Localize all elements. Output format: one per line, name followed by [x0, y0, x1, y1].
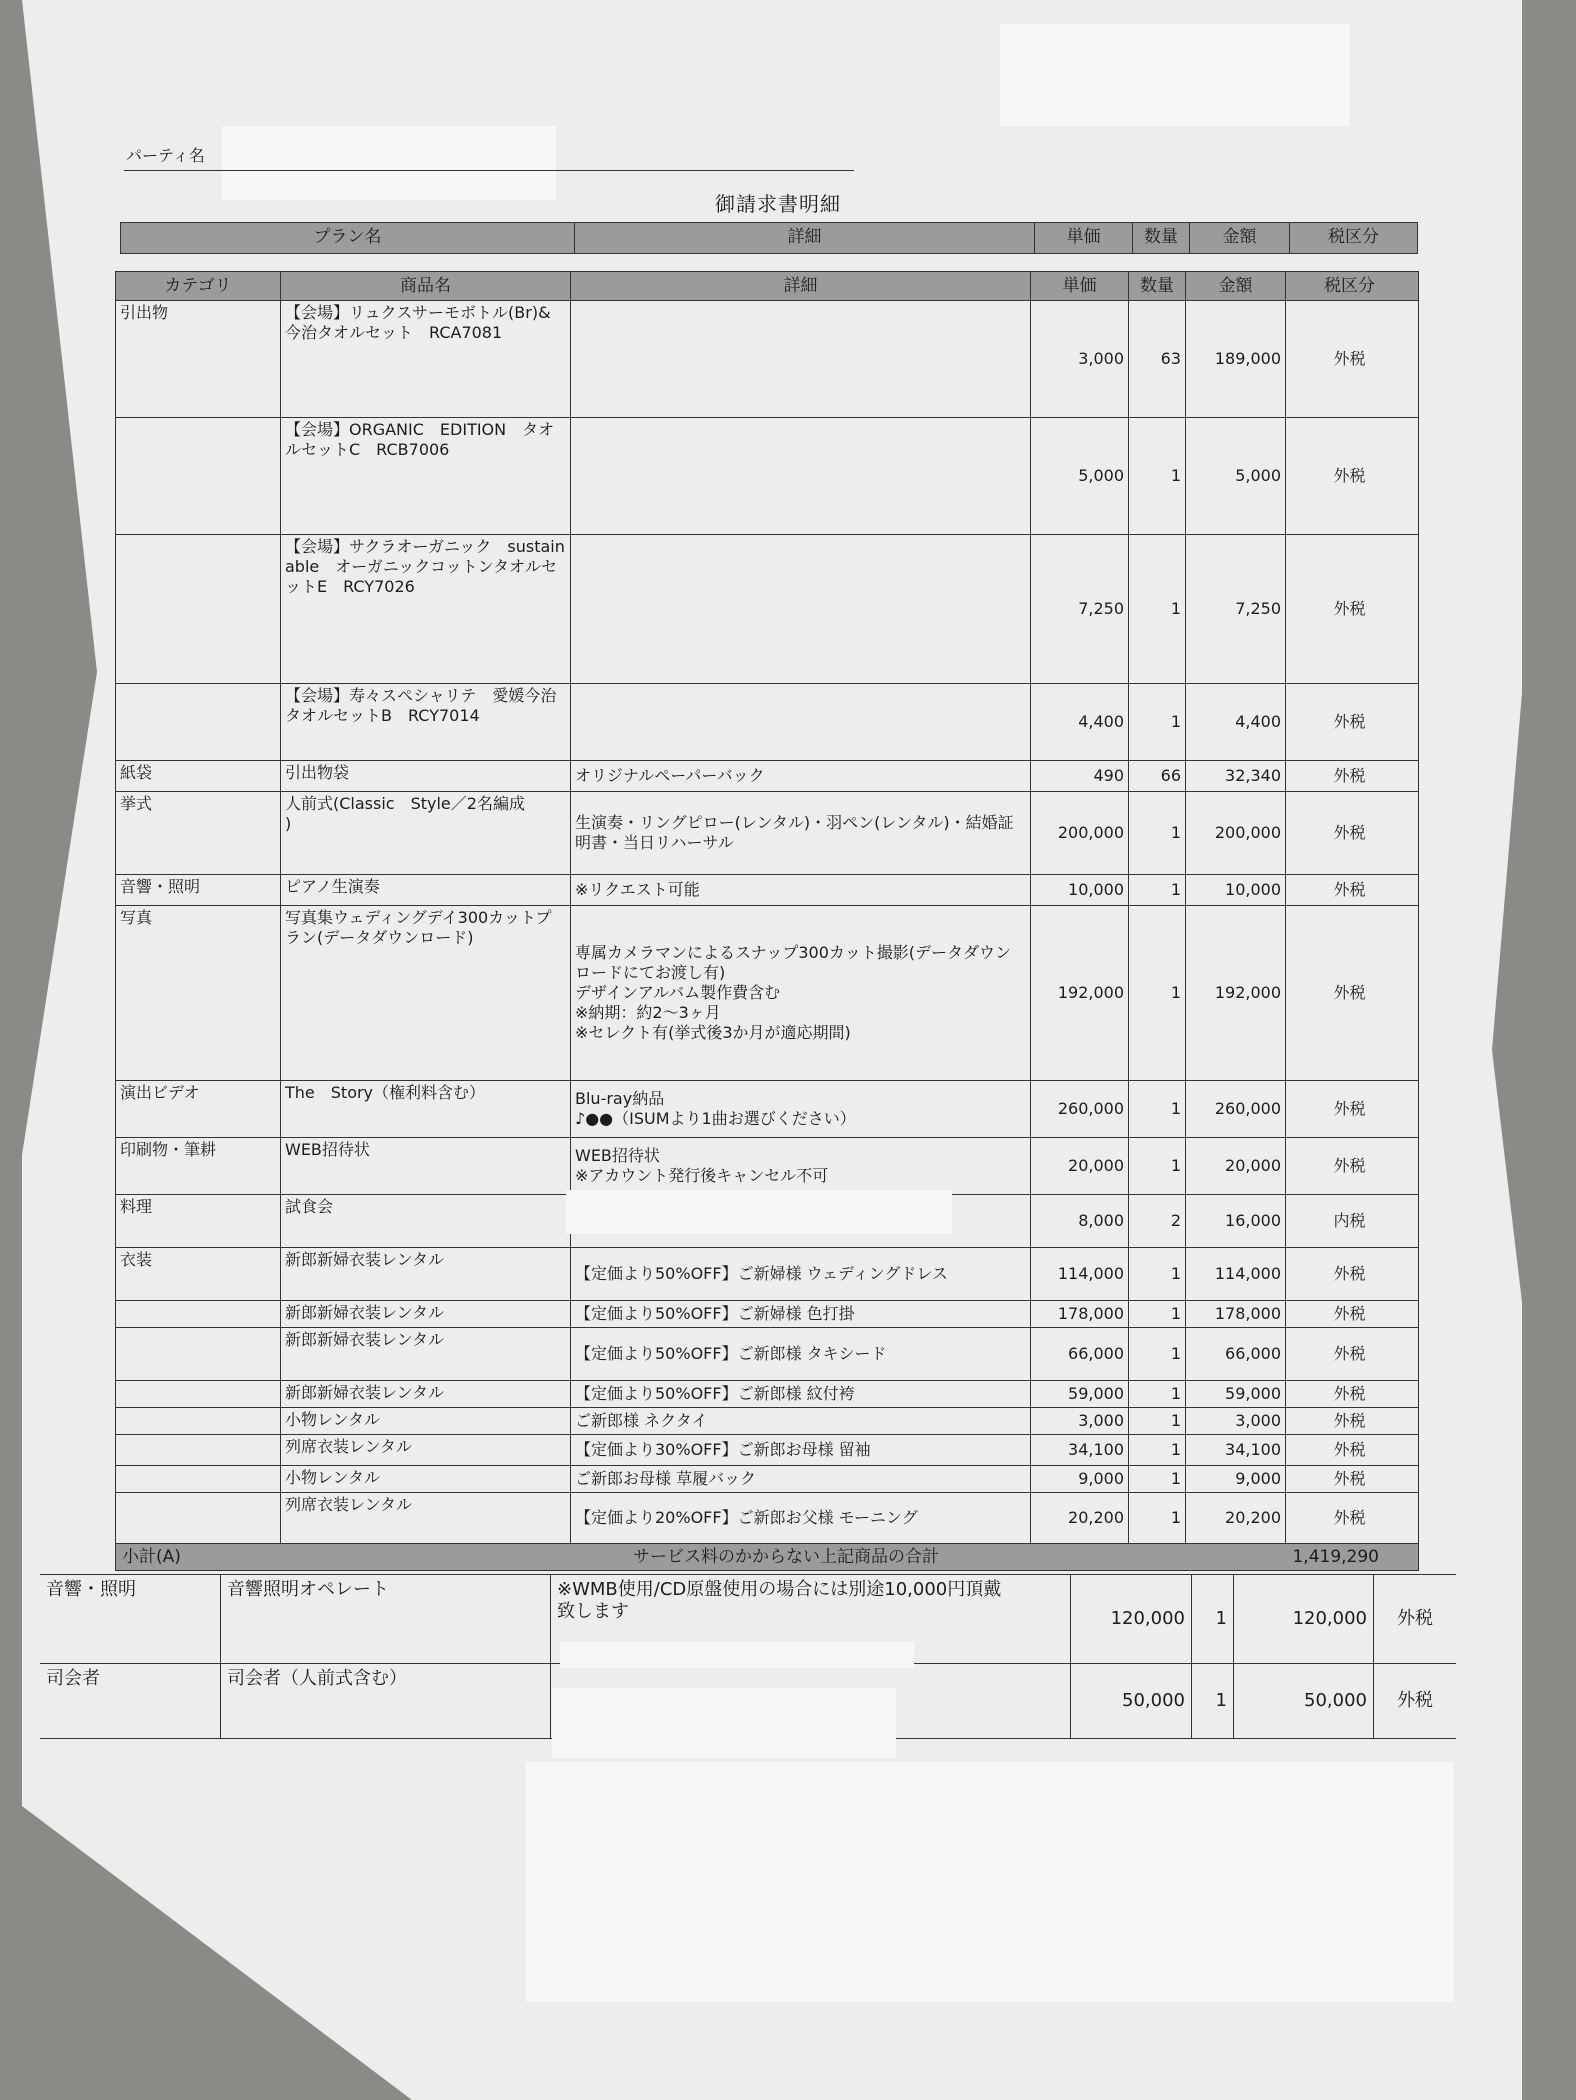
unit-price-cell: 7,250 — [1031, 535, 1129, 683]
unit-price-cell: 3,000 — [1031, 1408, 1129, 1434]
tax-category-cell: 外税 — [1333, 880, 1366, 899]
category-cell: 演出ビデオ — [116, 1081, 281, 1137]
category-cell: 料理 — [116, 1195, 281, 1247]
tax-category-cell: 外税 — [1333, 1156, 1366, 1175]
tax-category-header: 税区分 — [1324, 276, 1375, 296]
amount-cell: 178,000 — [1186, 1301, 1286, 1327]
quantity-cell: 1 — [1129, 1328, 1186, 1380]
amount-cell: 260,000 — [1186, 1081, 1286, 1137]
unit-price-cell: 4,400 — [1031, 684, 1129, 760]
product-name-cell: 小物レンタル — [281, 1466, 571, 1492]
tax-category-cell: 内税 — [1333, 1211, 1366, 1230]
party-name-label: パーティ名 — [126, 146, 205, 165]
category-cell — [116, 1301, 281, 1327]
product-name-cell: WEB招待状 — [281, 1138, 571, 1194]
product-name-cell: 写真集ウェディングデイ300カットプ ラン(データダウンロード) — [281, 906, 571, 1080]
category-cell: 写真 — [116, 906, 281, 1080]
table-row — [116, 761, 1418, 792]
product-name-cell: 新郎新婦衣装レンタル — [281, 1328, 571, 1380]
plan-amount-header: 金額 — [1190, 223, 1290, 253]
subtotal-note: サービス料のかからない上記商品の合計 — [633, 1547, 939, 1567]
quantity-cell: 1 — [1129, 1081, 1186, 1137]
detail-cell: 【定価より20%OFF】ご新郎お父様 モーニング — [571, 1493, 1031, 1543]
category-cell — [116, 1435, 281, 1465]
detail-cell — [571, 535, 1031, 683]
tax-category-cell: 外税 — [1333, 599, 1366, 618]
tax-category-cell: 外税 — [1333, 1384, 1366, 1403]
unit-price-cell: 178,000 — [1031, 1301, 1129, 1327]
detail-cell: Blu-ray納品 ♪●●（ISUMより1曲お選びください） — [571, 1081, 1031, 1137]
unit-price-cell: 192,000 — [1031, 906, 1129, 1080]
quantity-cell: 63 — [1129, 301, 1186, 417]
category-cell: 音響・照明 — [40, 1575, 221, 1663]
unit-price-cell: 50,000 — [1071, 1664, 1192, 1738]
amount-cell: 200,000 — [1186, 792, 1286, 874]
quantity-cell: 1 — [1129, 418, 1186, 534]
product-name-cell: 新郎新婦衣装レンタル — [281, 1248, 571, 1300]
table-row — [116, 684, 1418, 761]
unit-price-cell: 9,000 — [1031, 1466, 1129, 1492]
table-row — [116, 1381, 1418, 1408]
tax-category-cell: 外税 — [1333, 766, 1366, 785]
table-row — [116, 1081, 1418, 1138]
detail-cell: 【定価より50%OFF】ご新郎様 紋付袴 — [571, 1381, 1031, 1407]
category-cell — [116, 1381, 281, 1407]
table-row — [116, 906, 1418, 1081]
product-name-cell: 司会者（人前式含む） — [221, 1664, 551, 1738]
redacted-cell — [560, 1642, 914, 1668]
unit-price-cell: 260,000 — [1031, 1081, 1129, 1137]
table-row — [116, 1328, 1418, 1381]
product-name-cell: 列席衣装レンタル — [281, 1435, 571, 1465]
amount-cell: 50,000 — [1234, 1664, 1374, 1738]
quantity-cell: 1 — [1129, 1248, 1186, 1300]
product-name-cell: 新郎新婦衣装レンタル — [281, 1301, 571, 1327]
detail-cell — [571, 418, 1031, 534]
quantity-cell: 1 — [1129, 535, 1186, 683]
table-row — [116, 1138, 1418, 1195]
detail-cell: WEB招待状 ※アカウント発行後キャンセル不可 — [571, 1138, 1031, 1194]
plan-detail-header: 詳細 — [575, 223, 1035, 253]
plan-header-table — [120, 222, 1418, 254]
unit-price-cell: 5,000 — [1031, 418, 1129, 534]
unit-price-cell: 59,000 — [1031, 1381, 1129, 1407]
product-name-cell: 列席衣装レンタル — [281, 1493, 571, 1543]
subtotal-label: 小計(A) — [122, 1547, 181, 1567]
product-name-cell: 音響照明オペレート — [221, 1575, 551, 1663]
unit-price-header: 単価 — [1031, 272, 1129, 300]
amount-cell: 16,000 — [1186, 1195, 1286, 1247]
amount-cell: 4,400 — [1186, 684, 1286, 760]
tax-category-cell: 外税 — [1333, 1304, 1366, 1323]
quantity-cell: 1 — [1129, 1466, 1186, 1492]
detail-cell — [571, 684, 1031, 760]
product-name-cell: 新郎新婦衣装レンタル — [281, 1381, 571, 1407]
redacted-block — [526, 1762, 1454, 2002]
detail-cell: 【定価より30%OFF】ご新郎お母様 留袖 — [571, 1435, 1031, 1465]
amount-cell: 9,000 — [1186, 1466, 1286, 1492]
amount-header: 金額 — [1186, 272, 1286, 300]
tax-category-cell: 外税 — [1397, 1608, 1433, 1629]
quantity-cell: 2 — [1129, 1195, 1186, 1247]
tax-category-cell: 外税 — [1333, 1344, 1366, 1363]
product-name-cell: The Story（権利料含む） — [281, 1081, 571, 1137]
category-cell — [116, 418, 281, 534]
plan-tax-header: 税区分 — [1328, 227, 1379, 247]
detail-cell: 専属カメラマンによるスナップ300カット撮影(データダウン ロードにてお渡し有) デザインアルバム製作費含む ※納期：約2～3ヶ月 ※セレクト有(挙式後3か月が適応期間) — [571, 906, 1031, 1080]
table-row — [116, 1248, 1418, 1301]
tax-category-cell: 外税 — [1333, 712, 1366, 731]
quantity-cell: 1 — [1192, 1664, 1234, 1738]
unit-price-cell: 20,200 — [1031, 1493, 1129, 1543]
quantity-cell: 1 — [1129, 875, 1186, 905]
detail-cell: ※リクエスト可能 — [571, 875, 1031, 905]
category-cell: 印刷物・筆耕 — [116, 1138, 281, 1194]
subtotal-row — [116, 1544, 1418, 1571]
subtotal-amount: 1,419,290 — [1292, 1547, 1379, 1567]
unit-price-cell: 20,000 — [1031, 1138, 1129, 1194]
amount-cell: 34,100 — [1186, 1435, 1286, 1465]
table-row — [116, 1493, 1418, 1544]
redacted-block — [1000, 24, 1350, 126]
category-cell — [116, 535, 281, 683]
product-name-cell: 【会場】寿々スペシャリテ 愛媛今治 タオルセットB RCY7014 — [281, 684, 571, 760]
items-table-header — [116, 272, 1418, 301]
plan-name-header: プラン名 — [121, 223, 575, 253]
redacted-cell — [552, 1688, 896, 1758]
party-name-underline — [124, 170, 854, 171]
amount-cell: 5,000 — [1186, 418, 1286, 534]
category-cell — [116, 1466, 281, 1492]
unit-price-cell: 66,000 — [1031, 1328, 1129, 1380]
table-row — [116, 535, 1418, 684]
detail-cell: ご新郎お母様 草履バック — [571, 1466, 1031, 1492]
amount-cell: 120,000 — [1234, 1575, 1374, 1663]
quantity-cell: 1 — [1129, 1301, 1186, 1327]
unit-price-cell: 120,000 — [1071, 1575, 1192, 1663]
tax-category-cell: 外税 — [1333, 1469, 1366, 1488]
quantity-cell: 1 — [1129, 1138, 1186, 1194]
table-row — [116, 792, 1418, 875]
unit-price-cell: 114,000 — [1031, 1248, 1129, 1300]
unit-price-cell: 3,000 — [1031, 301, 1129, 417]
category-cell: 司会者 — [40, 1664, 221, 1738]
amount-cell: 192,000 — [1186, 906, 1286, 1080]
detail-cell: ※WMB使用/CD原盤使用の場合には別途10,000円頂戴 致します — [551, 1575, 1071, 1663]
amount-cell: 66,000 — [1186, 1328, 1286, 1380]
tax-category-cell: 外税 — [1333, 1264, 1366, 1283]
quantity-cell: 1 — [1129, 1381, 1186, 1407]
tax-category-cell: 外税 — [1333, 1411, 1366, 1430]
quantity-cell: 1 — [1129, 906, 1186, 1080]
product-name-cell: 【会場】リュクスサーモボトル(Br)& 今治タオルセット RCA7081 — [281, 301, 571, 417]
amount-cell: 20,200 — [1186, 1493, 1286, 1543]
product-name-cell: 【会場】ORGANIC EDITION タオ ルセットC RCB7006 — [281, 418, 571, 534]
amount-cell: 114,000 — [1186, 1248, 1286, 1300]
amount-cell: 59,000 — [1186, 1381, 1286, 1407]
unit-price-cell: 8,000 — [1031, 1195, 1129, 1247]
category-cell — [116, 684, 281, 760]
detail-cell: 【定価より50%OFF】ご新婦様 ウェディングドレス — [571, 1248, 1031, 1300]
amount-cell: 10,000 — [1186, 875, 1286, 905]
category-cell: 衣装 — [116, 1248, 281, 1300]
page-title: 御請求書明細 — [715, 192, 841, 216]
unit-price-cell: 34,100 — [1031, 1435, 1129, 1465]
unit-price-cell: 490 — [1031, 761, 1129, 791]
table-row — [116, 875, 1418, 906]
category-cell — [116, 1328, 281, 1380]
amount-cell: 3,000 — [1186, 1408, 1286, 1434]
quantity-cell: 1 — [1129, 1408, 1186, 1434]
amount-cell: 32,340 — [1186, 761, 1286, 791]
table-row — [116, 418, 1418, 535]
table-row — [116, 1408, 1418, 1435]
tax-category-cell: 外税 — [1397, 1690, 1433, 1711]
quantity-cell: 1 — [1129, 1435, 1186, 1465]
category-cell — [116, 1493, 281, 1543]
unit-price-cell: 200,000 — [1031, 792, 1129, 874]
detail-cell: オリジナルペーパーバック — [571, 761, 1031, 791]
items-table — [115, 271, 1419, 1571]
category-cell: 引出物 — [116, 301, 281, 417]
table-row — [116, 1435, 1418, 1466]
detail-cell: ご新郎様 ネクタイ — [571, 1408, 1031, 1434]
quantity-cell: 66 — [1129, 761, 1186, 791]
quantity-cell: 1 — [1129, 1493, 1186, 1543]
tax-category-cell: 外税 — [1333, 349, 1366, 368]
tax-category-cell: 外税 — [1333, 1508, 1366, 1527]
redacted-party-name — [222, 126, 556, 200]
plan-qty-header: 数量 — [1133, 223, 1190, 253]
table-row — [116, 1301, 1418, 1328]
product-name-cell: ピアノ生演奏 — [281, 875, 571, 905]
detail-header: 詳細 — [571, 272, 1031, 300]
amount-cell: 7,250 — [1186, 535, 1286, 683]
tax-category-cell: 外税 — [1333, 466, 1366, 485]
plan-price-header: 単価 — [1035, 223, 1133, 253]
detail-cell: 【定価より50%OFF】ご新婦様 色打掛 — [571, 1301, 1031, 1327]
detail-cell: 生演奏・リングピロー(レンタル)・羽ペン(レンタル)・結婚証 明書・当日リハーサル — [571, 792, 1031, 874]
category-cell: 挙式 — [116, 792, 281, 874]
table-row — [116, 301, 1418, 418]
table-row — [116, 1466, 1418, 1493]
category-header: カテゴリ — [116, 272, 281, 300]
quantity-cell: 1 — [1192, 1575, 1234, 1663]
tax-category-cell: 外税 — [1333, 1099, 1366, 1118]
quantity-cell: 1 — [1129, 792, 1186, 874]
amount-cell: 189,000 — [1186, 301, 1286, 417]
product-name-cell: 試食会 — [281, 1195, 571, 1247]
amount-cell: 20,000 — [1186, 1138, 1286, 1194]
category-cell: 紙袋 — [116, 761, 281, 791]
quantity-header: 数量 — [1129, 272, 1186, 300]
redacted-cell — [566, 1190, 952, 1234]
product-name-cell: 人前式(Classic Style／2名編成 ) — [281, 792, 571, 874]
unit-price-cell: 10,000 — [1031, 875, 1129, 905]
tax-category-cell: 外税 — [1333, 823, 1366, 842]
category-cell: 音響・照明 — [116, 875, 281, 905]
category-cell — [116, 1408, 281, 1434]
detail-cell: 【定価より50%OFF】ご新郎様 タキシード — [571, 1328, 1031, 1380]
product-name-cell: 小物レンタル — [281, 1408, 571, 1434]
product-name-cell: 【会場】サクラオーガニック sustain able オーガニックコットンタオルセ ットE RCY7026 — [281, 535, 571, 683]
tax-category-cell: 外税 — [1333, 983, 1366, 1002]
quantity-cell: 1 — [1129, 684, 1186, 760]
product-name-cell: 引出物袋 — [281, 761, 571, 791]
detail-cell — [571, 301, 1031, 417]
product-name-header: 商品名 — [281, 272, 571, 300]
tax-category-cell: 外税 — [1333, 1440, 1366, 1459]
